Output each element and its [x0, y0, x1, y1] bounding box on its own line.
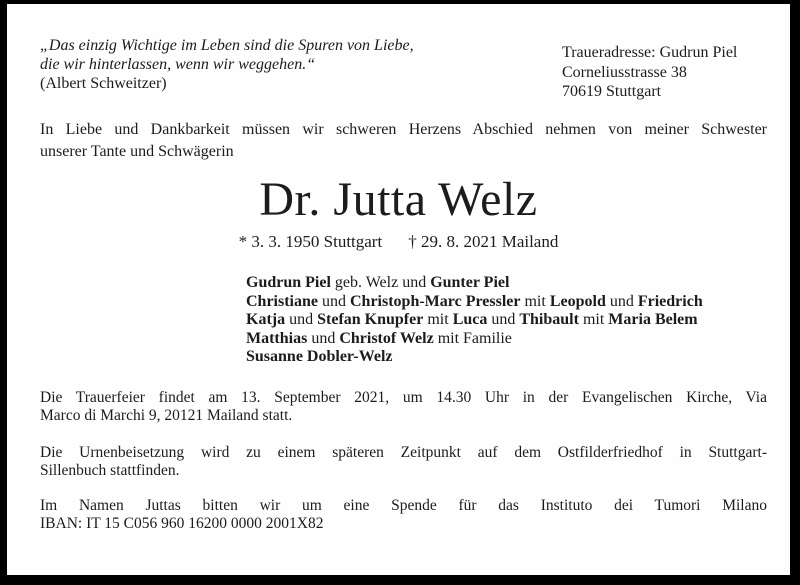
- quote-line-2: die wir hinterlassen, wenn wir weggehen.“: [40, 56, 316, 73]
- family-line-text: und: [285, 311, 318, 329]
- family-line-text: mit: [423, 311, 453, 329]
- family-line-text: und: [307, 329, 340, 347]
- mourning-address-line-3: 70619 Stuttgart: [562, 83, 662, 100]
- memorial-quote: [40, 36, 414, 93]
- family-member-name: Leopold: [549, 292, 606, 310]
- intro-line-1: In Liebe und Dankbarkeit müssen wir schweren Herzens Abschied nehmen von meiner Schwester: [40, 121, 767, 138]
- family-line-text: geb. Welz und: [330, 274, 431, 291]
- mourning-address-line-2: Corneliusstrasse 38: [562, 63, 687, 81]
- family-member-name: Thibault: [519, 311, 579, 329]
- family-member-name: Luca: [452, 311, 488, 329]
- donation-info-line-2: IBAN: IT 15 C056 960 16200 0000 2001X82: [40, 514, 324, 532]
- family-member-name: Christiane: [246, 292, 318, 310]
- death-date: † 29. 8. 2021 Mailand: [408, 232, 559, 251]
- family-names-block: [246, 274, 703, 367]
- family-member-name: Katja: [246, 311, 286, 329]
- donation-info-paragraph: [40, 497, 767, 532]
- burial-info-line-1: Die Urnenbeisetzung wird zu einem späteren Zeitpunkt auf dem Ostfilderfriedhof in Stuttgart-: [40, 444, 767, 461]
- family-line-text: und: [487, 311, 520, 329]
- family-line: [246, 274, 703, 293]
- deceased-name: Dr. Jutta Welz: [259, 173, 538, 226]
- birth-date: * 3. 3. 1950 Stuttgart: [238, 232, 383, 251]
- family-member-name: Christoph-Marc Pressler: [350, 292, 521, 310]
- mourning-address-line-1: Traueradresse: Gudrun Piel: [562, 44, 738, 61]
- family-member-name: Stefan Knupfer: [317, 311, 424, 329]
- family-line: [246, 293, 703, 312]
- family-member-name: Gunter Piel: [430, 274, 510, 291]
- family-line: [246, 330, 703, 349]
- funeral-info-line-1: Die Trauerfeier findet am 13. September 2021, um 14.30 Uhr in der Evangelischen Kirche, Via: [40, 389, 767, 406]
- intro-line-2: unserer Tante und Schwägerin: [40, 142, 234, 160]
- family-line-text: und: [605, 292, 638, 310]
- family-member-name: Susanne Dobler-Welz: [246, 348, 393, 366]
- life-dates: [0, 232, 797, 252]
- funeral-info-paragraph: [40, 389, 767, 424]
- burial-info-line-2: Sillenbuch stattfinden.: [40, 461, 180, 479]
- intro-paragraph: [40, 119, 767, 162]
- family-line: [246, 311, 703, 330]
- family-member-name: Friedrich: [637, 292, 703, 310]
- family-line-text: mit Familie: [433, 329, 512, 347]
- family-line: [246, 348, 703, 367]
- family-line-text: mit: [578, 311, 609, 329]
- family-line-text: mit: [520, 292, 550, 310]
- mourning-address: [562, 43, 737, 102]
- family-member-name: Gudrun Piel: [246, 274, 331, 291]
- donation-info-line-1: Im Namen Juttas bitten wir um eine Spende für das Instituto dei Tumori Milano: [40, 497, 767, 514]
- quote-attribution: (Albert Schweitzer): [40, 75, 167, 92]
- funeral-info-line-2: Marco di Marchi 9, 20121 Mailand statt.: [40, 406, 293, 424]
- family-line-text: und: [318, 292, 350, 310]
- family-member-name: Matthias: [246, 329, 308, 347]
- family-member-name: Christof Welz: [339, 329, 434, 347]
- quote-line-1: „Das einzig Wichtige im Leben sind die Spuren von Liebe,: [40, 37, 414, 54]
- family-member-name: Maria Belem: [608, 311, 698, 329]
- burial-info-paragraph: [40, 444, 767, 479]
